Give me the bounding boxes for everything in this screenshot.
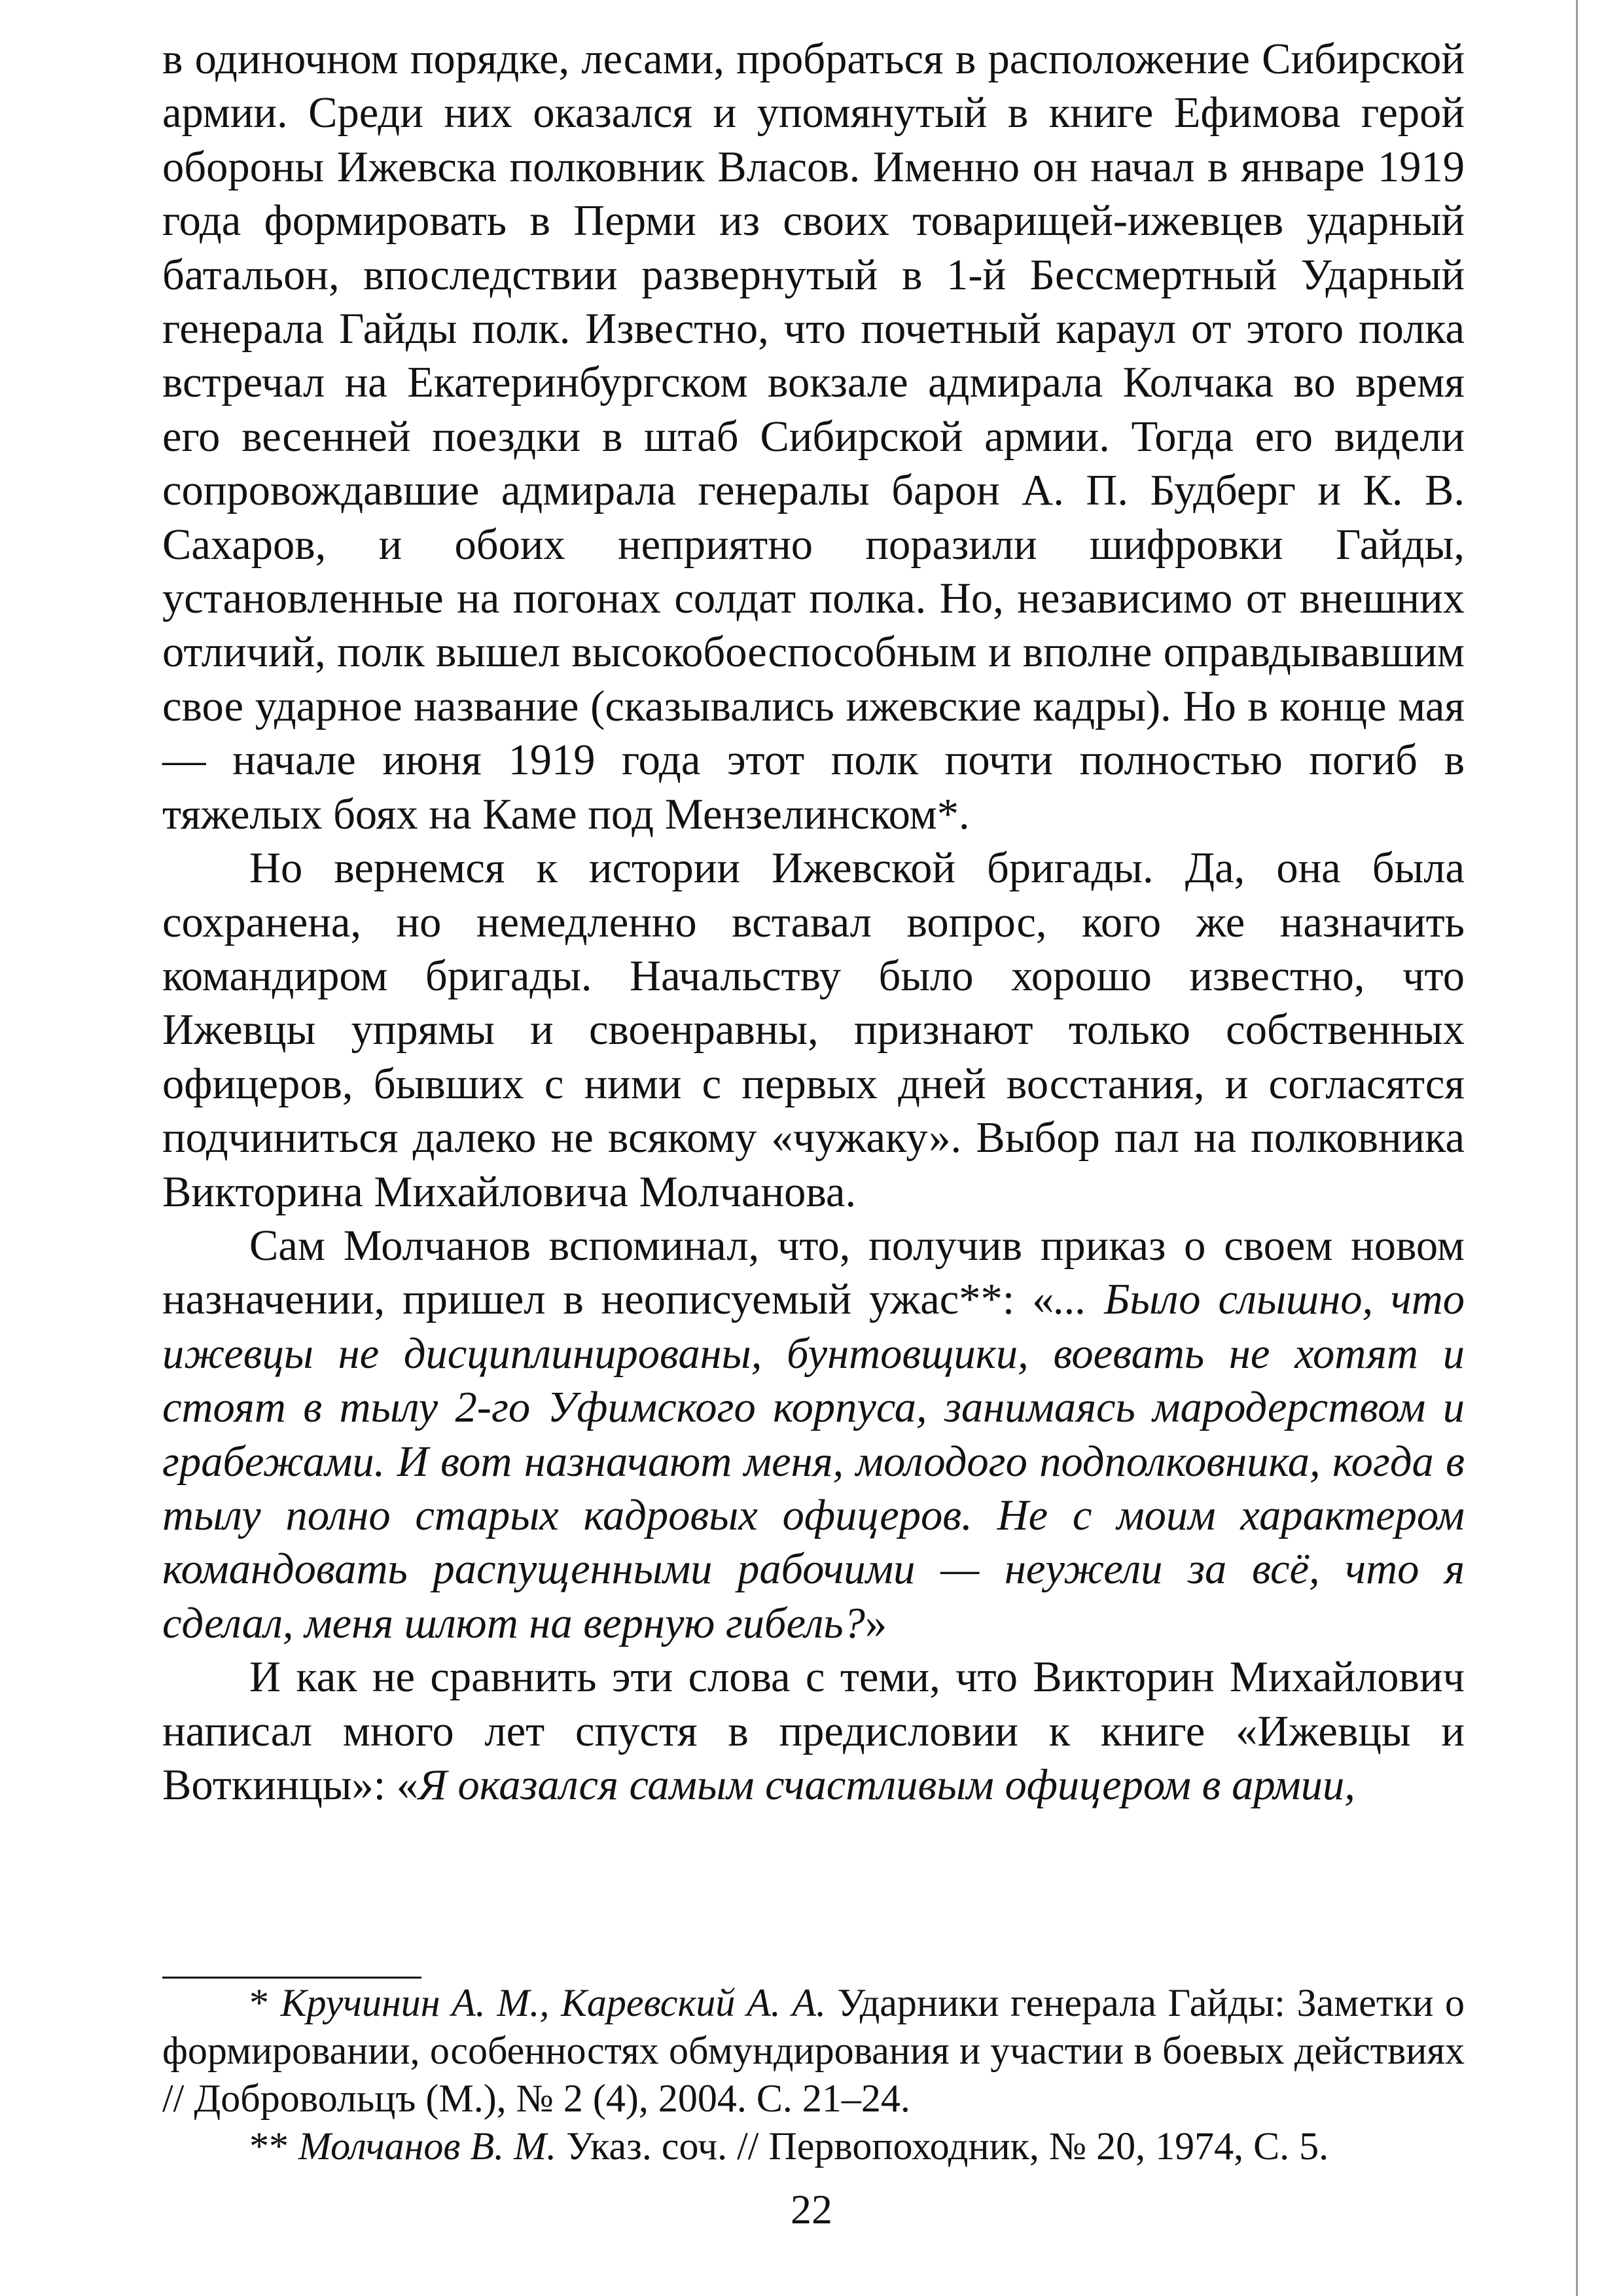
footnote-separator	[162, 1977, 421, 1979]
footnote-1	[162, 1979, 1465, 2123]
paragraph-3-close: »	[865, 1599, 887, 1647]
paragraph-4-quote: Я оказался самым счастливым офицером в армии,	[418, 1761, 1355, 1809]
footnote-1-text: Ударники генерала Гайды: Заметки о формировании, особенностях обмундирования и участии в боевых действиях // Добровольцъ (М.), № 2 (4), 2004. С. 21–24.	[162, 1981, 1465, 2120]
page-number: 22	[791, 2186, 832, 2233]
paragraph-1: в одиночном порядке, лесами, пробраться в расположение Сибирской армии. Среди них оказался и упомянутый в книге Ефимова герой обороны Ижевска полковник Власов. Именно он начал в январе 1919 года формировать в Перми из своих товарищей-ижевцев ударный батальон, впоследствии развернутый в 1-й Бессмертный Ударный генерала Гайды полк. Известно, что почетный караул от этого полка встречал на Екатеринбургском вокзале адмирала Колчака во время его весенней поездки в штаб Сибирской армии. Тогда его видели сопровождавшие адмирала генералы барон А. П. Будберг и К. В. Сахаров, и обоих неприятно поразили шифровки Гайды, установленные на погонах солдат полка. Но, независимо от внешних отличий, полк вышел высокобоеспособным и вполне оправдывавшим свое ударное название (сказывались ижевские кадры). Но в конце мая — начале июня 1919 года этот полк почти полностью погиб в тяжелых боях на Каме под Мензелинском*.	[162, 35, 1465, 838]
footnote-2-text: Указ. соч. // Первопоходник, № 20, 1974, С. 5.	[566, 2125, 1329, 2168]
paragraph-4	[162, 1651, 1465, 1812]
paragraph-2: Но вернемся к истории Ижевской бригады. Да, она была сохранена, но немедленно вставал вопрос, кого же назначить командиром бригады. Начальству было хорошо известно, что Ижевцы упрямы и своенравны, признают только собственных офицеров, бывших с ними с первых дней восстания, и согласятся подчиниться далеко не всякому «чужаку». Выбор пал на полковника Викторина Михайловича Молчанова.	[162, 844, 1465, 1216]
footnote-2-authors: Молчанов В. М.	[298, 2125, 557, 2168]
paragraph-3-quote: ... Было слышно, что ижевцы не дисциплинированы, бунтовщики, воевать не хотят и стоят в тылу 2-го Уфимского корпуса, занимаясь мародерством и грабежами. И вот назначают меня, молодого подполковника, когда в тылу полно старых кадровых офицеров. Не с моим характером командовать распущенными рабочими — неужели за всё, что я сделал, меня шлют на верную гибель?	[162, 1276, 1465, 1647]
paragraph-3	[162, 1219, 1465, 1651]
footnote-2	[162, 2123, 1465, 2170]
footnotes	[162, 1979, 1465, 2170]
paragraph-3-text: Сам Молчанов вспоминал, что, получив приказ о своем новом назначении, пришел в неописуемый ужас**: «	[162, 1221, 1465, 1324]
page-edge-line	[1576, 0, 1578, 2296]
paragraph-4-text: И как не сравнить эти слова с теми, что Викторин Михайлович написал много лет спустя в предисловии к книге «Ижевцы и Воткинцы»: «	[162, 1653, 1465, 1809]
footnote-2-marker: **	[249, 2125, 289, 2168]
footnote-1-authors: Кручинин А. М., Каревский А. А.	[280, 1981, 826, 2024]
main-text	[162, 33, 1465, 1812]
footnote-1-marker: *	[249, 1981, 269, 2024]
